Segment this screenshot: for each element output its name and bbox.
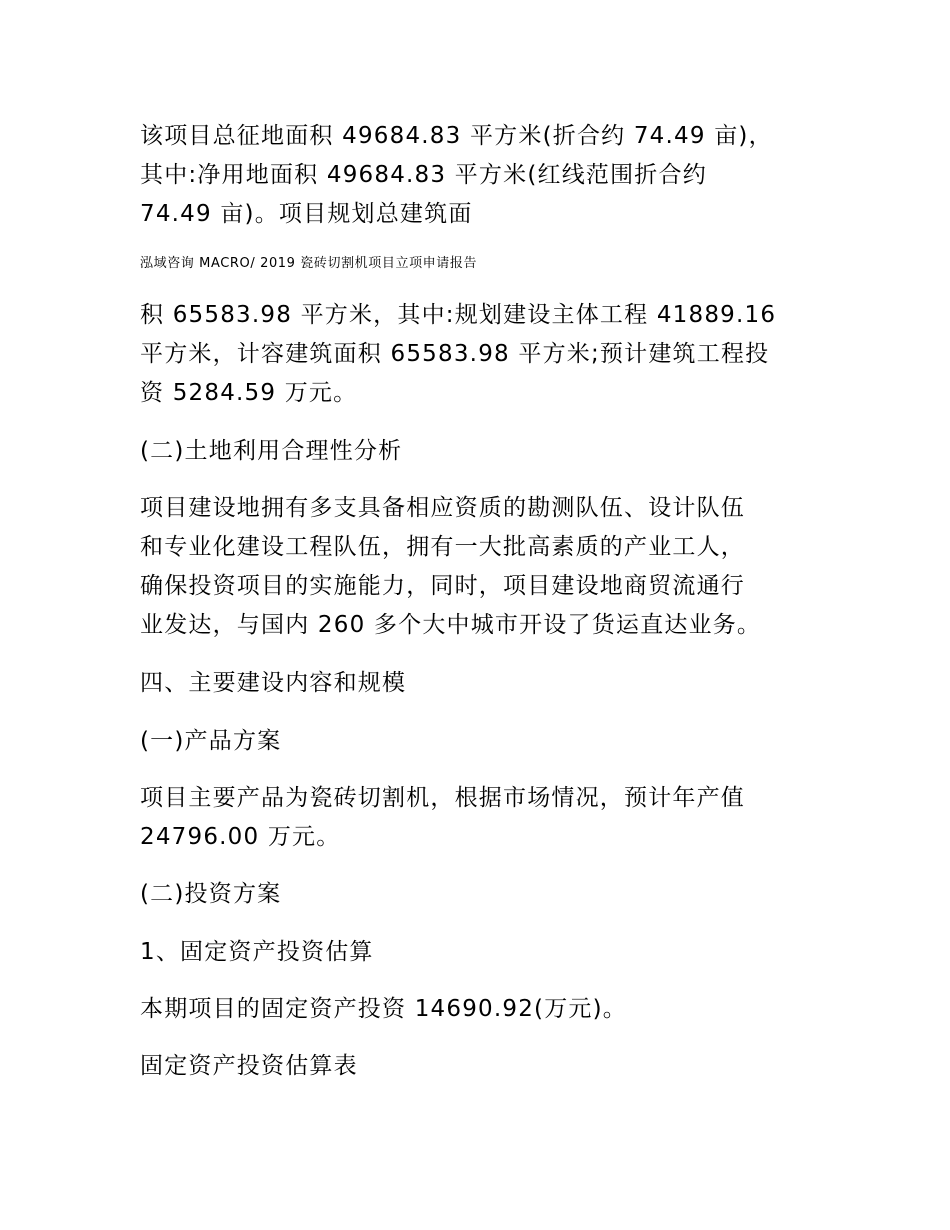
heading-investment-plan: (二)投资方案 (140, 881, 282, 907)
paragraph-building-area-line-2: 平方米，计容建筑面积 65583.98 平方米;预计建筑工程投 (140, 341, 770, 367)
paragraph-fixed-asset-investment: 本期项目的固定资产投资 14690.92(万元)。 (140, 996, 628, 1022)
table-title-fixed-asset: 固定资产投资估算表 (140, 1053, 358, 1079)
heading-product-plan: (一)产品方案 (140, 728, 282, 754)
paragraph-building-area-line-1: 积 65583.98 平方米，其中:规划建设主体工程 41889.16 (140, 302, 777, 328)
paragraph-product-line-2: 24796.00 万元。 (140, 824, 341, 850)
paragraph-land-area-line-2: 其中:净用地面积 49684.83 平方米(红线范围折合约 (140, 162, 707, 188)
paragraph-land-area-line-3: 74.49 亩)。项目规划总建筑面 (140, 201, 473, 227)
heading-section-4: 四、主要建设内容和规模 (140, 670, 407, 696)
running-header: 泓域咨询 MACRO/ 2019 瓷砖切割机项目立项申请报告 (140, 256, 478, 271)
paragraph-construction-capacity-line-1: 项目建设地拥有多支具备相应资质的勘测队伍、设计队伍 (140, 495, 745, 521)
paragraph-construction-capacity-line-4: 业发达，与国内 260 多个大中城市开设了货运直达业务。 (140, 612, 762, 638)
heading-fixed-asset-estimate: 1、固定资产投资估算 (140, 939, 374, 965)
paragraph-construction-capacity-line-2: 和专业化建设工程队伍，拥有一大批高素质的产业工人， (140, 534, 745, 560)
paragraph-construction-capacity-line-3: 确保投资项目的实施能力，同时，项目建设地商贸流通行 (140, 573, 745, 599)
paragraph-product-line-1: 项目主要产品为瓷砖切割机，根据市场情况，预计年产值 (140, 785, 745, 811)
paragraph-building-area-line-3: 资 5284.59 万元。 (140, 380, 358, 406)
heading-land-use-analysis: (二)土地利用合理性分析 (140, 438, 403, 464)
paragraph-land-area-line-1: 该项目总征地面积 49684.83 平方米(折合约 74.49 亩)， (140, 123, 773, 149)
